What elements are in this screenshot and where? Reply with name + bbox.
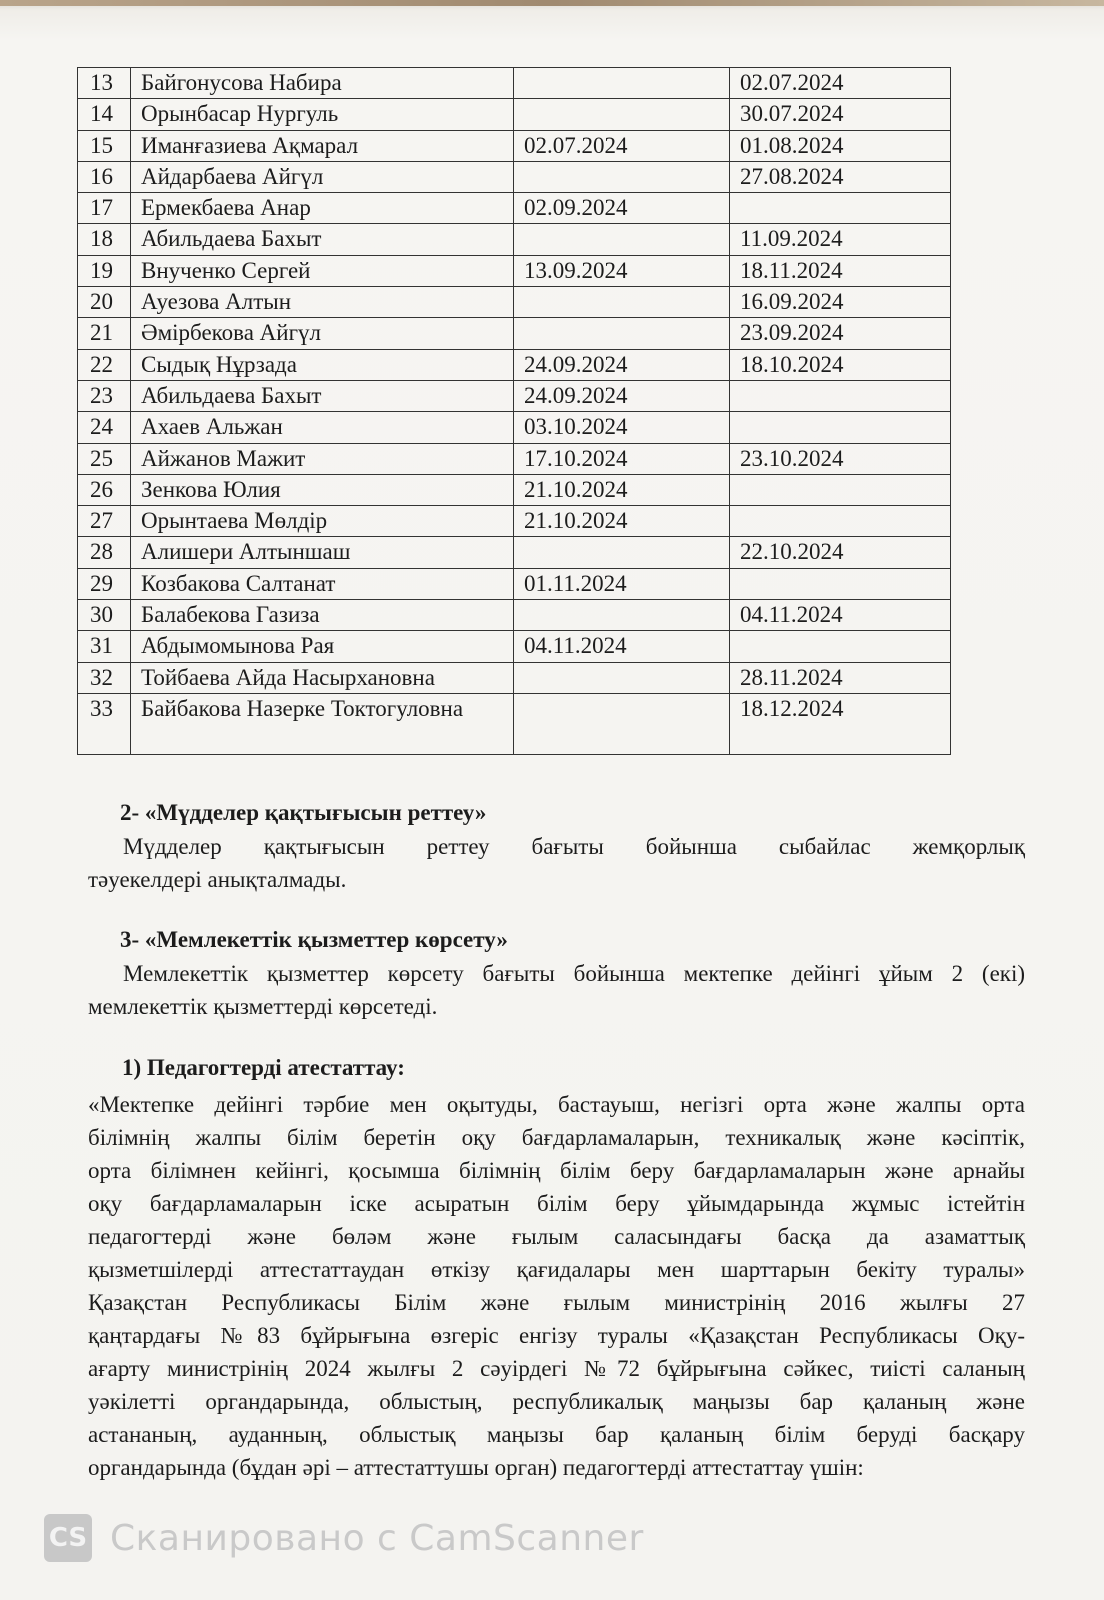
row-date-2: 30.07.2024 [730,99,951,130]
row-number: 18 [78,224,131,255]
row-number: 17 [78,193,131,224]
row-date-1: 13.09.2024 [514,256,730,287]
row-date-1: 02.07.2024 [514,131,730,162]
row-date-1: 21.10.2024 [514,475,730,506]
row-number: 24 [78,412,131,443]
camscanner-watermark [44,1514,644,1562]
row-name: Айдарбаева Айгүл [131,162,514,193]
row-name: Внученко Сергей [131,256,514,287]
section2-heading: 2- «Мүдделер қақтығысын реттеу» [120,800,487,825]
row-number: 20 [78,287,131,318]
row-name: Балабекова Газиза [131,600,514,631]
paragraph-line: органдарында (бұдан әрі – аттестаттушы орган) педагогтерді аттестаттау үшін: [88,1455,864,1480]
table-row [78,600,951,631]
paragraph-line: орта білімнен кейінгі, қосымша білімнің білім беру бағдарламаларын және арнайы [88,1158,1025,1183]
row-date-2 [730,193,951,224]
row-date-1 [514,318,730,349]
row-date-1 [514,68,730,99]
table-row [78,193,951,224]
row-date-2: 27.08.2024 [730,162,951,193]
row-number: 15 [78,131,131,162]
table-row [78,569,951,600]
row-date-1: 01.11.2024 [514,569,730,600]
row-date-2: 23.10.2024 [730,444,951,475]
row-name: Әмірбекова Айгүл [131,318,514,349]
table-row [78,537,951,568]
subsection1-heading: 1) Педагогтерді атестаттау: [122,1055,405,1080]
row-name: Ахаев Альжан [131,412,514,443]
table-row [78,287,951,318]
table-row [78,444,951,475]
row-date-1 [514,99,730,130]
row-date-2: 18.12.2024 [730,694,951,755]
row-date-1: 03.10.2024 [514,412,730,443]
subsection1-text [88,1088,1025,1484]
paragraph-line: қызметшілерді аттестаттаудан өткізу қағидалары мен шарттарын бекіту туралы» [88,1257,1025,1282]
row-date-2: 28.11.2024 [730,663,951,694]
table-row [78,663,951,694]
row-number: 29 [78,569,131,600]
row-name: Абильдаева Бахыт [131,381,514,412]
row-name: Абильдаева Бахыт [131,224,514,255]
row-name: Козбакова Салтанат [131,569,514,600]
staff-table [77,67,951,755]
row-name: Тойбаева Айда Насырхановна [131,663,514,694]
row-number: 13 [78,68,131,99]
table-row [78,694,951,755]
row-number: 31 [78,631,131,662]
table-row [78,99,951,130]
table-row [78,68,951,99]
table-row [78,162,951,193]
paragraph-line: «Мектепке дейінгі тәрбие мен оқытуды, бастауыш, негізгі орта және жалпы орта [88,1092,1025,1117]
row-name: Айжанов Мажит [131,444,514,475]
row-date-1: 24.09.2024 [514,381,730,412]
paragraph-line: білімнің жалпы білім беретін оқу бағдарламаларын, техникалық және кәсіптік, [88,1125,1025,1150]
section3-text [88,957,1025,1023]
row-number: 22 [78,350,131,381]
camscanner-logo-icon: CS [44,1514,92,1562]
section3-line: мемлекеттік қызметтерді көрсетеді. [88,994,438,1019]
row-name: Абдымомынова Рая [131,631,514,662]
row-date-1: 17.10.2024 [514,444,730,475]
table-row [78,475,951,506]
row-date-1 [514,694,730,755]
row-date-2: 01.08.2024 [730,131,951,162]
row-date-2: 22.10.2024 [730,537,951,568]
row-date-2: 16.09.2024 [730,287,951,318]
row-number: 25 [78,444,131,475]
section3-heading: 3- «Мемлекеттік қызметтер көрсету» [120,927,508,952]
row-number: 16 [78,162,131,193]
row-date-1 [514,287,730,318]
row-date-2 [730,631,951,662]
row-date-1: 24.09.2024 [514,350,730,381]
row-number: 32 [78,663,131,694]
row-number: 33 [78,694,131,755]
row-name: Байбакова Назерке Токтогуловна [131,694,514,755]
row-date-1: 04.11.2024 [514,631,730,662]
row-date-2: 02.07.2024 [730,68,951,99]
paragraph-line: ағарту министрінің 2024 жылғы 2 сәуірдегі №72 бұйрығына сәйкес, тиісті саланың [88,1356,1025,1381]
row-number: 14 [78,99,131,130]
row-name: Сыдық Нұрзада [131,350,514,381]
row-name: Ермекбаева Анар [131,193,514,224]
table-row [78,381,951,412]
row-number: 19 [78,256,131,287]
row-date-2: 18.10.2024 [730,350,951,381]
paragraph-line: Қазақстан Республикасы Білім және ғылым министрінің 2016 жылғы 27 [88,1290,1025,1315]
row-date-1 [514,663,730,694]
table-row [78,318,951,349]
row-name: Иманғазиева Ақмарал [131,131,514,162]
row-name: Алишери Алтыншаш [131,537,514,568]
row-name: Орынтаева Мөлдір [131,506,514,537]
row-date-1 [514,224,730,255]
row-date-2 [730,506,951,537]
section2-line: тәуекелдері анықталмады. [88,867,347,892]
row-date-1 [514,537,730,568]
row-date-1 [514,162,730,193]
watermark-text: Сканировано с CamScanner [110,1517,644,1559]
row-number: 30 [78,600,131,631]
row-date-2 [730,475,951,506]
row-date-2: 11.09.2024 [730,224,951,255]
row-date-2 [730,381,951,412]
row-name: Ауезова Алтын [131,287,514,318]
row-number: 28 [78,537,131,568]
row-date-1: 02.09.2024 [514,193,730,224]
section2-text [88,830,1025,896]
row-number: 23 [78,381,131,412]
table-row [78,506,951,537]
paragraph-line: қаңтардағы №83 бұйрығына өзгеріс енгізу туралы «Қазақстан Республикасы Оқу- [88,1323,1025,1348]
row-date-2 [730,569,951,600]
paragraph-line: педагогтерді және бөләм және ғылым саласындағы басқа да азаматтық [88,1224,1025,1249]
table-row [78,256,951,287]
table-row [78,224,951,255]
section3-line: Мемлекеттік қызметтер көрсету бағыты бойынша мектепке дейінгі ұйым 2 (екі) [123,961,1025,986]
row-date-1: 21.10.2024 [514,506,730,537]
table-row [78,350,951,381]
table-row [78,131,951,162]
row-date-1 [514,600,730,631]
section2-line: Мүдделер қақтығысын реттеу бағыты бойынша сыбайлас жемқорлық [123,834,1025,859]
row-name: Орынбасар Нургуль [131,99,514,130]
row-date-2: 18.11.2024 [730,256,951,287]
row-date-2: 23.09.2024 [730,318,951,349]
paper-edge [0,0,1104,6]
row-number: 27 [78,506,131,537]
table-row [78,412,951,443]
row-date-2: 04.11.2024 [730,600,951,631]
row-number: 26 [78,475,131,506]
row-date-2 [730,412,951,443]
row-name: Зенкова Юлия [131,475,514,506]
row-name: Байгонусова Набира [131,68,514,99]
paragraph-line: оқу бағдарламаларын іске асыратын білім беру ұйымдарында жұмыс істейтін [88,1191,1025,1216]
paragraph-line: астананың, ауданның, облыстық маңызы бар қаланың білім беруді басқару [88,1422,1025,1447]
paragraph-line: уәкілетті органдарында, облыстың, республикалық маңызы бар қаланың және [88,1389,1025,1414]
row-number: 21 [78,318,131,349]
table-row [78,631,951,662]
